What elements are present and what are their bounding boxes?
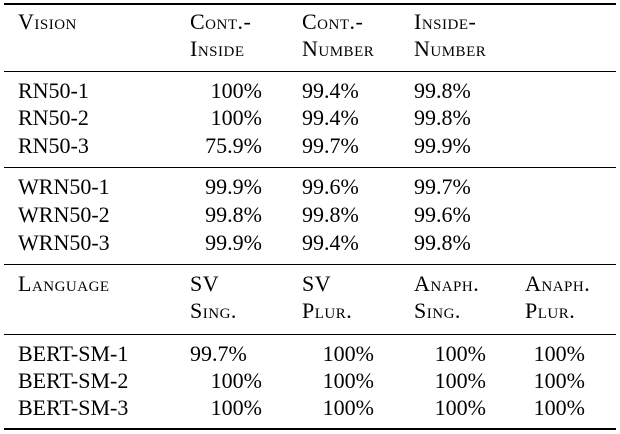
header-anaph-sing-line2: Sing. xyxy=(414,298,461,323)
cont-inside-value: 99.8% xyxy=(205,202,262,227)
anaph-sing-value: 100% xyxy=(434,341,486,366)
inside-number-value: 99.8% xyxy=(414,105,471,130)
header-sv-sing-line1: SV xyxy=(190,271,220,296)
anaph-sing-value: 100% xyxy=(434,368,486,393)
anaph-plur-value: 100% xyxy=(533,368,585,393)
header-anaph-plur-line1: Anaph. xyxy=(525,271,591,296)
cont-number-value: 99.4% xyxy=(302,230,359,255)
model-name: BERT-SM-1 xyxy=(18,341,129,366)
cont-inside-value: 75.9% xyxy=(205,133,262,158)
header-anaph-plur-line2: Plur. xyxy=(525,298,576,323)
sv-plur-value: 100% xyxy=(322,368,374,393)
vision-header-rule xyxy=(4,71,616,72)
group-rule xyxy=(4,167,616,168)
inside-number-value: 99.7% xyxy=(414,174,471,199)
header-cont-number-line1: Cont.- xyxy=(302,9,364,34)
model-name: RN50-1 xyxy=(18,78,89,103)
header-anaph-sing-line1: Anaph. xyxy=(414,271,480,296)
cont-number-value: 99.6% xyxy=(302,174,359,199)
header-cont-inside-line1: Cont.- xyxy=(190,9,252,34)
language-header-rule xyxy=(4,334,616,335)
anaph-plur-value: 100% xyxy=(533,341,585,366)
cont-number-value: 99.8% xyxy=(302,202,359,227)
anaph-plur-value: 100% xyxy=(533,395,585,420)
model-name: RN50-3 xyxy=(18,133,89,158)
model-name: WRN50-2 xyxy=(18,202,110,227)
cont-inside-value: 100% xyxy=(210,105,262,130)
cont-number-value: 99.7% xyxy=(302,133,359,158)
header-inside-number-line2: Number xyxy=(414,36,487,61)
model-name: WRN50-1 xyxy=(18,174,110,199)
header-inside-number-line1: Inside- xyxy=(414,9,477,34)
cont-number-value: 99.4% xyxy=(302,105,359,130)
inside-number-value: 99.6% xyxy=(414,202,471,227)
header-cont-number-line2: Number xyxy=(302,36,375,61)
model-name: RN50-2 xyxy=(18,105,89,130)
sv-sing-value: 99.7% xyxy=(190,341,247,366)
model-name: BERT-SM-2 xyxy=(18,368,129,393)
vision-header-label: Vision xyxy=(18,9,77,34)
inside-number-value: 99.8% xyxy=(414,230,471,255)
sv-plur-value: 100% xyxy=(322,395,374,420)
sv-plur-value: 100% xyxy=(322,341,374,366)
inside-number-value: 99.8% xyxy=(414,78,471,103)
header-cont-inside-line2: Inside xyxy=(190,36,245,61)
model-name: WRN50-3 xyxy=(18,230,110,255)
cont-number-value: 99.4% xyxy=(302,78,359,103)
header-sv-sing-line2: Sing. xyxy=(190,298,237,323)
language-header-label: Language xyxy=(18,271,110,296)
sv-sing-value: 100% xyxy=(210,368,262,393)
header-sv-plur-line2: Plur. xyxy=(302,298,353,323)
cont-inside-value: 99.9% xyxy=(205,230,262,255)
cont-inside-value: 99.9% xyxy=(205,174,262,199)
inside-number-value: 99.9% xyxy=(414,133,471,158)
cont-inside-value: 100% xyxy=(210,78,262,103)
sv-sing-value: 100% xyxy=(210,395,262,420)
section-rule xyxy=(4,264,616,265)
model-name: BERT-SM-3 xyxy=(18,395,129,420)
anaph-sing-value: 100% xyxy=(434,395,486,420)
header-sv-plur-line1: SV xyxy=(302,271,332,296)
bottom-rule xyxy=(4,428,616,430)
top-rule xyxy=(4,3,616,5)
